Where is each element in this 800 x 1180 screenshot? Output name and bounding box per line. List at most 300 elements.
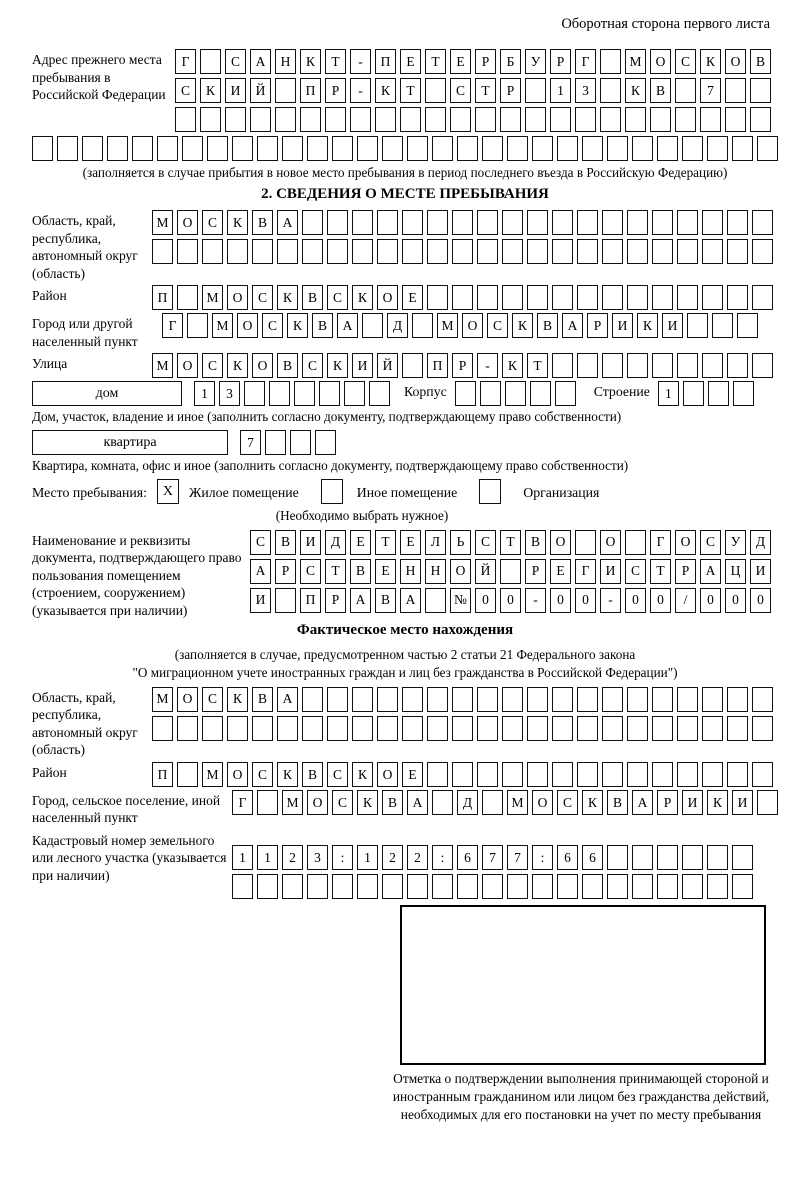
- char-cell: [477, 239, 498, 264]
- char-cell: 0: [650, 588, 671, 613]
- char-cell: [555, 381, 576, 406]
- char-cell: Р: [525, 559, 546, 584]
- char-cell: [352, 687, 373, 712]
- char-cell: [477, 285, 498, 310]
- char-cell: [682, 136, 703, 161]
- char-cell: 1: [550, 78, 571, 103]
- char-cell: [727, 285, 748, 310]
- char-cell: [369, 381, 390, 406]
- char-cell: [707, 874, 728, 899]
- char-cell: [682, 845, 703, 870]
- char-cell-row: [162, 313, 758, 338]
- confirmation-stamp-box: [400, 905, 766, 1065]
- char-cell: Ц: [725, 559, 746, 584]
- char-cell: Т: [325, 559, 346, 584]
- char-cell: [725, 78, 746, 103]
- char-cell: [252, 716, 273, 741]
- char-cell: [507, 874, 528, 899]
- char-cell: Е: [402, 762, 423, 787]
- char-cell: [657, 845, 678, 870]
- char-cell: [362, 313, 383, 338]
- char-cell: М: [152, 353, 173, 378]
- char-cell: 2: [282, 845, 303, 870]
- char-cell: К: [352, 285, 373, 310]
- char-cell: К: [200, 78, 221, 103]
- char-cell: [532, 874, 553, 899]
- char-cell: О: [177, 353, 198, 378]
- char-cell: С: [202, 210, 223, 235]
- section2-title: 2. СВЕДЕНИЯ О МЕСТЕ ПРЕБЫВАНИЯ: [261, 186, 549, 203]
- char-cell: А: [407, 790, 428, 815]
- char-cell: 0: [575, 588, 596, 613]
- char-cell: [602, 687, 623, 712]
- region-label: Область, край, республика, автономный округ (область): [32, 213, 138, 281]
- char-cell: [577, 716, 598, 741]
- char-cell: [482, 790, 503, 815]
- char-cell: С: [700, 530, 721, 555]
- char-cell: [600, 49, 621, 74]
- char-cell: [602, 239, 623, 264]
- char-cell: [107, 136, 128, 161]
- char-cell-row: [232, 845, 753, 870]
- char-cell: Д: [457, 790, 478, 815]
- char-cell: 7: [240, 430, 261, 455]
- char-cell: 7: [482, 845, 503, 870]
- char-cell: И: [732, 790, 753, 815]
- char-cell: [402, 353, 423, 378]
- char-cell: С: [327, 762, 348, 787]
- char-cell: :: [532, 845, 553, 870]
- char-cell: -: [525, 588, 546, 613]
- char-cell: [708, 381, 729, 406]
- char-cell: Р: [452, 353, 473, 378]
- char-cell: Т: [325, 49, 346, 74]
- char-cell: А: [337, 313, 358, 338]
- char-cell: [350, 107, 371, 132]
- char-cell: С: [487, 313, 508, 338]
- char-cell: [505, 381, 526, 406]
- char-cell: О: [227, 762, 248, 787]
- char-cell: М: [152, 210, 173, 235]
- char-cell: [57, 136, 78, 161]
- char-cell: /: [675, 588, 696, 613]
- char-cell: [527, 239, 548, 264]
- char-cell: [402, 687, 423, 712]
- char-cell: [407, 874, 428, 899]
- char-cell: 3: [307, 845, 328, 870]
- char-cell: Р: [325, 78, 346, 103]
- char-cell: О: [177, 210, 198, 235]
- char-cell: Р: [675, 559, 696, 584]
- char-cell: К: [300, 49, 321, 74]
- char-cell: [377, 239, 398, 264]
- char-cell: С: [202, 353, 223, 378]
- char-cell: [607, 136, 628, 161]
- char-cell: [527, 285, 548, 310]
- district-label: Район: [32, 288, 67, 304]
- char-cell: [325, 107, 346, 132]
- stroenie-label: Строение: [593, 384, 650, 400]
- actual-location-note-line2: "О миграционном учете иностранных граждан и лиц без гражданства в Российской Федерации"): [132, 665, 678, 681]
- char-cell: К: [512, 313, 533, 338]
- char-cell: [152, 239, 173, 264]
- char-cell: -: [600, 588, 621, 613]
- char-cell: С: [262, 313, 283, 338]
- char-cell: С: [250, 530, 271, 555]
- char-cell: [257, 136, 278, 161]
- char-cell: [627, 716, 648, 741]
- char-cell: [357, 874, 378, 899]
- char-cell: [727, 687, 748, 712]
- checkbox-other-premises: [321, 479, 343, 504]
- char-cell: 1: [257, 845, 278, 870]
- char-cell: [477, 762, 498, 787]
- document-field: [32, 530, 778, 620]
- char-cell: [577, 210, 598, 235]
- char-cell: [427, 687, 448, 712]
- char-cell: [752, 687, 773, 712]
- char-cell-row: [175, 78, 771, 103]
- char-cell: [400, 107, 421, 132]
- char-cell-row: [250, 530, 771, 555]
- char-cell: [282, 874, 303, 899]
- char-cell: И: [682, 790, 703, 815]
- char-cell: [432, 790, 453, 815]
- region-grid: [152, 210, 773, 264]
- char-cell: [677, 716, 698, 741]
- actual-location-title: Фактическое место нахождения: [296, 622, 514, 639]
- char-cell: [652, 210, 673, 235]
- option-organization-label: Организация: [523, 485, 600, 501]
- char-cell: [725, 107, 746, 132]
- char-cell: [250, 107, 271, 132]
- char-cell: [752, 353, 773, 378]
- char-cell: И: [662, 313, 683, 338]
- char-cell: -: [350, 49, 371, 74]
- char-cell: С: [300, 559, 321, 584]
- char-cell: [332, 136, 353, 161]
- char-cell: [732, 136, 753, 161]
- char-cell-row: [152, 210, 773, 235]
- char-cell: [300, 107, 321, 132]
- char-cell: У: [525, 49, 546, 74]
- char-cell: [550, 107, 571, 132]
- char-cell: Е: [375, 559, 396, 584]
- char-cell: О: [377, 762, 398, 787]
- char-cell: [427, 210, 448, 235]
- char-cell: [482, 874, 503, 899]
- char-cell: [457, 874, 478, 899]
- char-cell: [425, 588, 446, 613]
- char-cell: Г: [650, 530, 671, 555]
- char-cell: [702, 285, 723, 310]
- char-cell: -: [477, 353, 498, 378]
- actual-region-label: Область, край, республика, автономный округ (область): [32, 689, 138, 758]
- char-cell: 1: [232, 845, 253, 870]
- char-cell: [527, 716, 548, 741]
- char-cell: [627, 285, 648, 310]
- char-cell: [232, 136, 253, 161]
- char-cell: [455, 381, 476, 406]
- char-cell-row: [455, 381, 576, 406]
- char-cell: Е: [550, 559, 571, 584]
- char-cell: Ь: [450, 530, 471, 555]
- char-cell: В: [375, 588, 396, 613]
- char-cell: Е: [350, 530, 371, 555]
- char-cell: Г: [575, 559, 596, 584]
- char-cell: [432, 874, 453, 899]
- char-cell: [732, 874, 753, 899]
- checkbox-organization: [479, 479, 501, 504]
- char-cell: 3: [219, 381, 240, 406]
- char-cell: 6: [582, 845, 603, 870]
- document-grid: [250, 530, 771, 613]
- char-cell: А: [562, 313, 583, 338]
- prev-address-block: [32, 49, 778, 132]
- char-cell: В: [302, 285, 323, 310]
- char-cell: [177, 762, 198, 787]
- char-cell: [425, 107, 446, 132]
- char-cell: [307, 136, 328, 161]
- cadastre-grid: [232, 830, 753, 899]
- char-cell: -: [350, 78, 371, 103]
- district-field: [32, 285, 778, 310]
- char-cell: [477, 210, 498, 235]
- actual-district-field: [32, 762, 778, 787]
- char-cell: [480, 381, 501, 406]
- char-cell: [452, 239, 473, 264]
- stay-type-note: (Необходимо выбрать нужное): [275, 508, 449, 524]
- actual-city-field: [32, 790, 778, 827]
- char-cell: 2: [382, 845, 403, 870]
- char-cell: П: [300, 588, 321, 613]
- char-cell: [737, 313, 758, 338]
- char-cell: [702, 716, 723, 741]
- prev-address-note: (заполняется в случае прибытия в новое место пребывания в период последнего въезда в Российскую Федерацию): [82, 165, 728, 180]
- char-cell: [227, 716, 248, 741]
- char-cell: И: [750, 559, 771, 584]
- char-cell: [202, 716, 223, 741]
- char-cell: [530, 381, 551, 406]
- char-cell: В: [607, 790, 628, 815]
- char-cell: Р: [275, 559, 296, 584]
- char-cell: Т: [475, 78, 496, 103]
- char-cell: [382, 874, 403, 899]
- char-cell: П: [427, 353, 448, 378]
- char-cell: С: [450, 78, 471, 103]
- char-cell: О: [237, 313, 258, 338]
- house-field: [32, 381, 778, 406]
- char-cell: [627, 762, 648, 787]
- char-cell: А: [350, 588, 371, 613]
- char-cell: В: [277, 353, 298, 378]
- char-cell: [182, 136, 203, 161]
- char-cell: [275, 588, 296, 613]
- char-cell: [757, 790, 778, 815]
- page-side-note: Оборотная сторона первого листа: [561, 16, 770, 32]
- char-cell: 0: [725, 588, 746, 613]
- char-cell: [427, 239, 448, 264]
- char-cell: [315, 430, 336, 455]
- char-cell: И: [250, 588, 271, 613]
- char-cell: :: [332, 845, 353, 870]
- char-cell: [275, 78, 296, 103]
- char-cell: К: [637, 313, 658, 338]
- char-cell: Т: [400, 78, 421, 103]
- stay-type-field: [32, 479, 778, 504]
- char-cell: [482, 136, 503, 161]
- char-cell: [500, 107, 521, 132]
- char-cell: С: [302, 353, 323, 378]
- char-cell: [425, 78, 446, 103]
- char-cell: О: [532, 790, 553, 815]
- char-cell: В: [750, 49, 771, 74]
- char-cell: [652, 239, 673, 264]
- char-cell: [552, 353, 573, 378]
- char-cell: [757, 136, 778, 161]
- char-cell: [632, 845, 653, 870]
- actual-district-label: Район: [32, 764, 67, 780]
- char-cell: [600, 107, 621, 132]
- char-cell: Р: [500, 78, 521, 103]
- char-cell: [327, 239, 348, 264]
- char-cell: [652, 353, 673, 378]
- house-box-label: дом: [32, 381, 182, 406]
- char-cell: [625, 530, 646, 555]
- char-cell: [552, 762, 573, 787]
- char-cell: [575, 530, 596, 555]
- char-cell: [207, 136, 228, 161]
- char-cell: [675, 78, 696, 103]
- char-cell: [200, 107, 221, 132]
- char-cell: М: [282, 790, 303, 815]
- char-cell: [402, 210, 423, 235]
- char-cell: [752, 762, 773, 787]
- actual-region-grid: [152, 687, 773, 741]
- char-cell: [475, 107, 496, 132]
- char-cell: К: [277, 285, 298, 310]
- char-cell: [707, 136, 728, 161]
- char-cell: В: [650, 78, 671, 103]
- char-cell: П: [152, 285, 173, 310]
- char-cell: С: [175, 78, 196, 103]
- char-cell: К: [707, 790, 728, 815]
- char-cell: [352, 239, 373, 264]
- char-cell: К: [227, 353, 248, 378]
- street-label: Улица: [32, 356, 68, 372]
- char-cell: Й: [475, 559, 496, 584]
- char-cell: Д: [750, 530, 771, 555]
- apartment-field: [32, 430, 778, 455]
- char-cell: А: [250, 49, 271, 74]
- char-cell: О: [307, 790, 328, 815]
- char-cell: [200, 49, 221, 74]
- option-living-quarters-label: Жилое помещение: [188, 485, 299, 501]
- char-cell: К: [352, 762, 373, 787]
- char-cell: [683, 381, 704, 406]
- char-cell: [175, 107, 196, 132]
- char-cell: [525, 107, 546, 132]
- char-cell: [552, 239, 573, 264]
- char-cell: У: [725, 530, 746, 555]
- char-cell: [732, 845, 753, 870]
- char-cell: №: [450, 588, 471, 613]
- char-cell: [265, 430, 286, 455]
- char-cell: Т: [425, 49, 446, 74]
- char-cell: [202, 239, 223, 264]
- char-cell: И: [600, 559, 621, 584]
- char-cell: [377, 687, 398, 712]
- char-cell: Р: [550, 49, 571, 74]
- char-cell: 0: [500, 588, 521, 613]
- char-cell: [602, 285, 623, 310]
- char-cell: 0: [550, 588, 571, 613]
- char-cell: Т: [500, 530, 521, 555]
- char-cell-row: [152, 762, 773, 787]
- char-cell: Е: [400, 49, 421, 74]
- char-cell: Г: [232, 790, 253, 815]
- char-cell: [582, 136, 603, 161]
- char-cell: С: [202, 687, 223, 712]
- char-cell: [577, 687, 598, 712]
- char-cell: [752, 210, 773, 235]
- char-cell: [577, 353, 598, 378]
- char-cell: [332, 874, 353, 899]
- char-cell: [244, 381, 265, 406]
- house-note: Дом, участок, владение и иное (заполнить согласно документу, подтверждающему право собственности): [32, 409, 622, 425]
- char-cell: 1: [658, 381, 679, 406]
- char-cell: [457, 136, 478, 161]
- char-cell: [657, 136, 678, 161]
- char-cell: [452, 687, 473, 712]
- char-cell: [502, 239, 523, 264]
- char-cell: [702, 239, 723, 264]
- char-cell: [427, 716, 448, 741]
- char-cell: [407, 136, 428, 161]
- char-cell: [477, 687, 498, 712]
- char-cell: [450, 107, 471, 132]
- char-cell-row: [658, 381, 754, 406]
- char-cell: [652, 762, 673, 787]
- char-cell-row: [152, 239, 773, 264]
- char-cell: [402, 716, 423, 741]
- char-cell: [452, 716, 473, 741]
- char-cell-row: [152, 353, 773, 378]
- char-cell: [752, 285, 773, 310]
- char-cell: [177, 716, 198, 741]
- char-cell: П: [152, 762, 173, 787]
- char-cell: И: [352, 353, 373, 378]
- char-cell: [557, 136, 578, 161]
- char-cell: [257, 790, 278, 815]
- char-cell: О: [650, 49, 671, 74]
- char-cell: [552, 285, 573, 310]
- char-cell: [375, 107, 396, 132]
- char-cell: А: [277, 687, 298, 712]
- char-cell: [650, 107, 671, 132]
- char-cell: О: [450, 559, 471, 584]
- char-cell: [427, 285, 448, 310]
- char-cell: [625, 107, 646, 132]
- char-cell: [687, 313, 708, 338]
- char-cell: [319, 381, 340, 406]
- city-field: [32, 313, 778, 350]
- char-cell: Р: [475, 49, 496, 74]
- char-cell-row: [250, 559, 771, 584]
- char-cell: [352, 210, 373, 235]
- char-cell: [652, 687, 673, 712]
- char-cell: [502, 687, 523, 712]
